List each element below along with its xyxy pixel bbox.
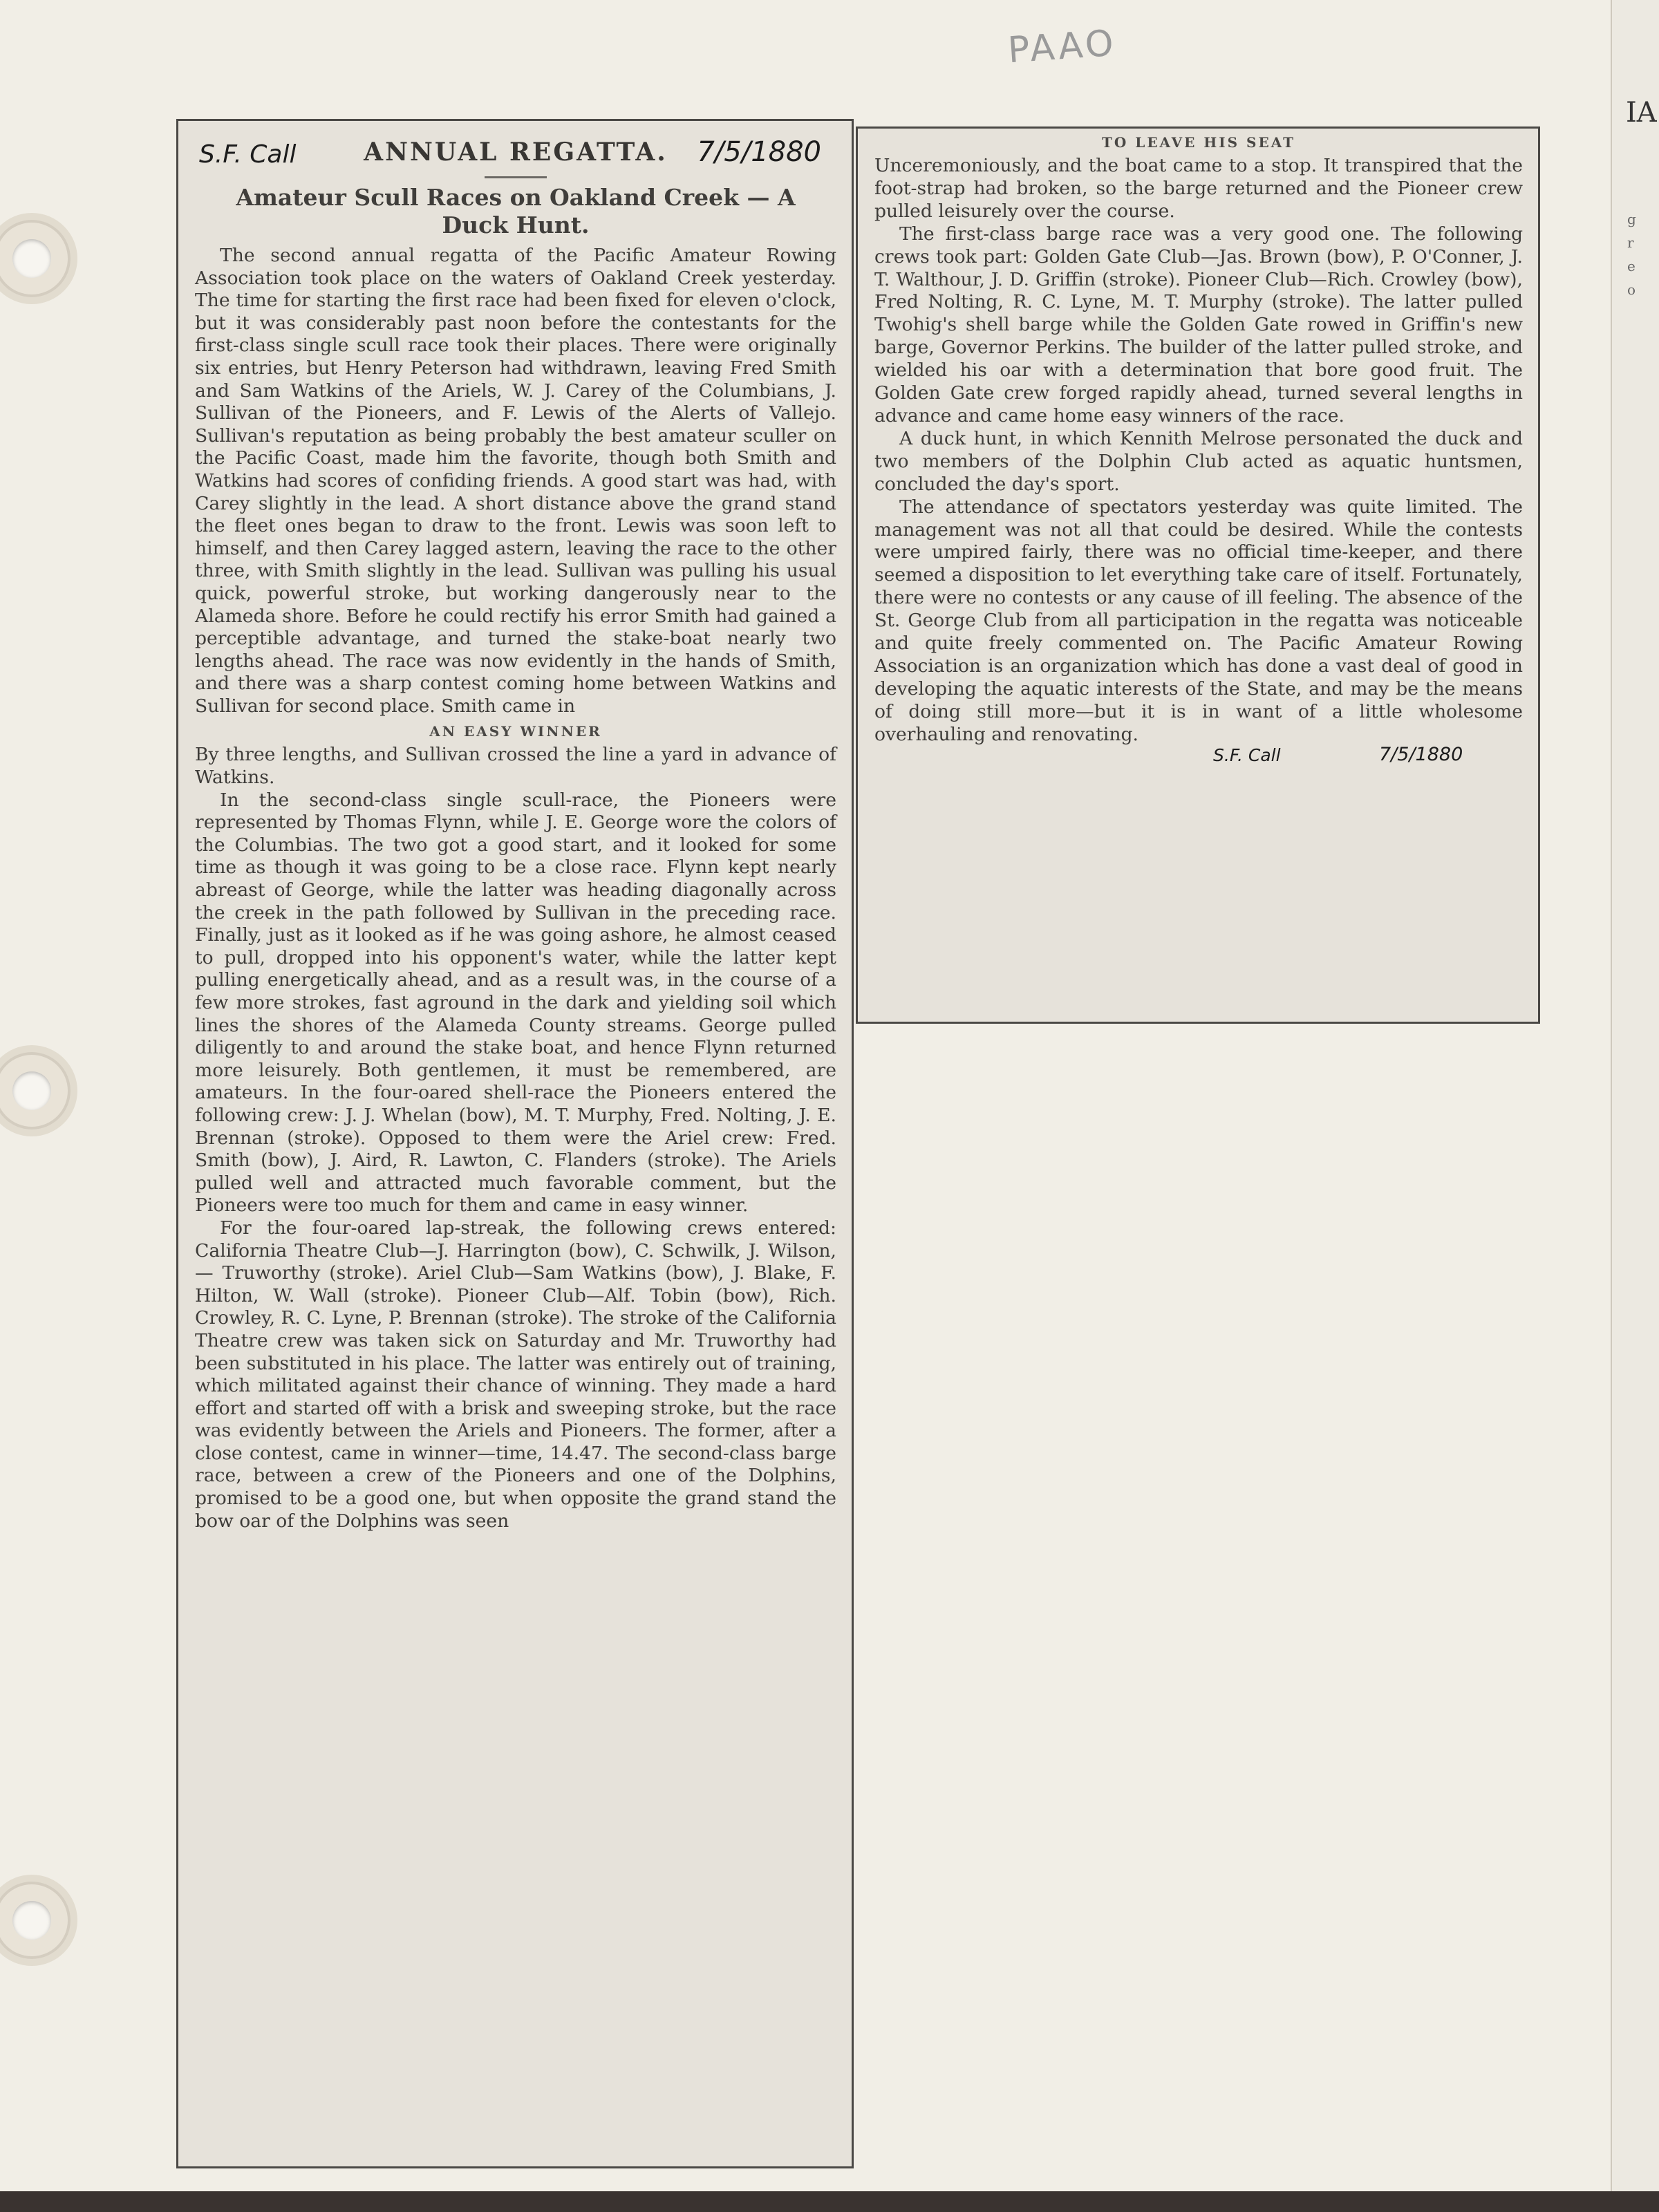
paragraph-left-2: By three lengths, and Sullivan crossed the line a yard in advance of Watkins. — [195, 744, 836, 789]
handwritten-date: 7/5/1880 — [697, 136, 821, 168]
article-headline: ANNUAL REGATTA. — [364, 138, 668, 167]
paragraph-right-4: The attendance of spectators yesterday was quite limited. The management was not all that could be desired. While the contests were umpired fairly, there was no official time-keeper, and there seemed a disposition to let everything take care of itself. Fortunately, there were no contests or any cause of ill feeling. The absence of the St. George Club from all participation in the regatta was noticeable and quite freely commented on. The Pacific Amateur Rowing Association is an organization which has done a vast deal of good in developing the aquatic interests of the State, and may be the means of doing still more—but it is in want of a little wholesome overhauling and renovating. — [874, 496, 1523, 745]
signature-date: 7/5/1880 — [1379, 743, 1463, 765]
paragraph-left-4: For the four-oared lap-streak, the following crews entered: California Theatre Club—J. Harrington (bow), C. Schwilk, J. Wilson, — Truworthy (stroke). Ariel Club—Sam Watkins (bow), J. Blake, F. Hilton, W. Wall (stroke). Pioneer Club—Alf. Tobin (bow), Rich. Crowley, R. C. Lyne, P. Brennan (stroke). The stroke of the California Theatre crew was taken sick on Saturday and Mr. Truworthy had been substituted in his place. The latter was entirely out of training, which militated against their chance of winning. They made a hard effort and started off with a brisk and sweeping stroke, but the race was evidently between the Ariels and Pioneers. The former, after a close contest, came in winner—time, 14.47. The second-class barge race, between a crew of the Pioneers and one of the Dolphins, promised to be a good one, but when opposite the grand stand the bow oar of the Dolphins was seen — [195, 1217, 836, 1532]
clipping-left-column — [176, 119, 854, 2168]
paragraph-right-1: Unceremoniously, and the boat came to a stop. It transpired that the foot-strap had broken, so the barge returned and the Pioneer crew pulled leisurely over the course. — [874, 155, 1523, 222]
paragraph-left-3: In the second-class single scull-race, the Pioneers were represented by Thomas Flynn, while J. E. George wore the colors of the Columbias. The two got a good start, and it looked for some time as though it was going to be a close race. Flynn kept nearly abreast of George, while the latter was heading diagonally across the creek in the path followed by Sullivan in the preceding race. Finally, just as it looked as if he was going ashore, he almost ceased to pull, dropped into his opponent's water, while the latter kept pulling energetically ahead, and as a result was, in the course of a few more strokes, fast aground in the dark and yielding soil which lines the shores of the Alameda County streams. George pulled diligently to and around the stake boat, and hence Flynn returned more leisurely. Both gentlemen, it must be remembered, are amateurs. In the four-oared shell-race the Pioneers entered the following crew: J. J. Whelan (bow), M. T. Murphy, Fred. Nolting, J. E. Brennan (stroke). Opposed to them were the Ariel crew: Fred. Smith (bow), J. Aird, R. Lawton, C. Flanders (stroke). The Ariels pulled well and attracted much favorable comment, but the Pioneers were too much for them and came in easy winner. — [195, 789, 836, 1217]
fragment-4: o — [1627, 281, 1636, 298]
binder-hole-bottom — [0, 1882, 71, 1959]
adjacent-page-fragments — [1627, 207, 1636, 301]
binder-hole-top — [0, 220, 71, 297]
headline-rule — [485, 176, 547, 178]
fragment-2: r — [1627, 234, 1634, 251]
clipping-right-column — [856, 126, 1540, 1024]
paragraph-right-2: The first-class barge race was a very good one. The following crews took part: Golden Gate Club—Jas. Brown (bow), P. O'Conner, J. T. Walthour, J. D. Griffin (stroke). Pioneer Club—Rich. Crowley (bow), Fred Nolting, R. C. Lyne, M. T. Murphy (stroke). The latter pulled Twohig's shell barge while the Golden Gate rowed in Griffin's new barge, Governor Perkins. The builder of the latter pulled stroke, and wielded his oar with a determination that bore good fruit. The Golden Gate crew forged rapidly ahead, turned several lengths in advance and came home easy winners of the race. — [874, 223, 1523, 427]
adjacent-page-edge — [1611, 0, 1659, 2191]
binder-hole-middle — [0, 1052, 71, 1130]
crosshead-leave-seat: TO LEAVE HIS SEAT — [1101, 134, 1295, 151]
headline-row — [195, 132, 836, 175]
adjacent-page-text: IA — [1626, 97, 1657, 129]
fragment-3: e — [1627, 258, 1635, 274]
signature-row — [874, 744, 1523, 769]
fragment-1: g — [1627, 211, 1636, 227]
paragraph-right-3: A duck hunt, in which Kennith Melrose personated the duck and two members of the Dolphin Club acted as aquatic huntsmen, concluded the day's sport. — [874, 427, 1523, 495]
handwritten-source: S.F. Call — [199, 140, 297, 169]
article-subhead: Amateur Scull Races on Oakland Creek — A Duck Hunt. — [236, 184, 796, 238]
crosshead-easy-winner: AN EASY WINNER — [429, 723, 602, 740]
signature-source: S.F. Call — [1213, 744, 1281, 765]
pencil-annotation: PAAO — [1006, 22, 1118, 72]
paragraph-left-1: The second annual regatta of the Pacific Amateur Rowing Association took place on the waters of Oakland Creek yesterday. The time for starting the first race had been fixed for eleven o'clock, but it was considerably past noon before the contestants for the first-class single scull race took their places. There were originally six entries, but Henry Peterson had withdrawn, leaving Fred Smith and Sam Watkins of the Ariels, W. J. Carey of the Columbians, J. Sullivan of the Pioneers, and F. Lewis of the Alerts of Vallejo. Sullivan's reputation as being probably the best amateur sculler on the Pacific Coast, made him the favorite, though both Smith and Watkins had scores of confiding friends. A good start was had, with Carey slightly in the lead. A short distance above the grand stand the fleet ones began to draw to the front. Lewis was soon left to himself, and then Carey lagged astern, leaving the race to the other three, with Smith slightly in the lead. Sullivan was pulling his usual quick, powerful stroke, but working dangerously near to the Alameda shore. Before he could rectify his error Smith had gained a perceptible advantage, and turned the stake-boat nearly two lengths ahead. The race was now evidently in the hands of Smith, and there was a sharp contest coming home between Watkins and Sullivan for second place. Smith came in — [195, 245, 836, 717]
